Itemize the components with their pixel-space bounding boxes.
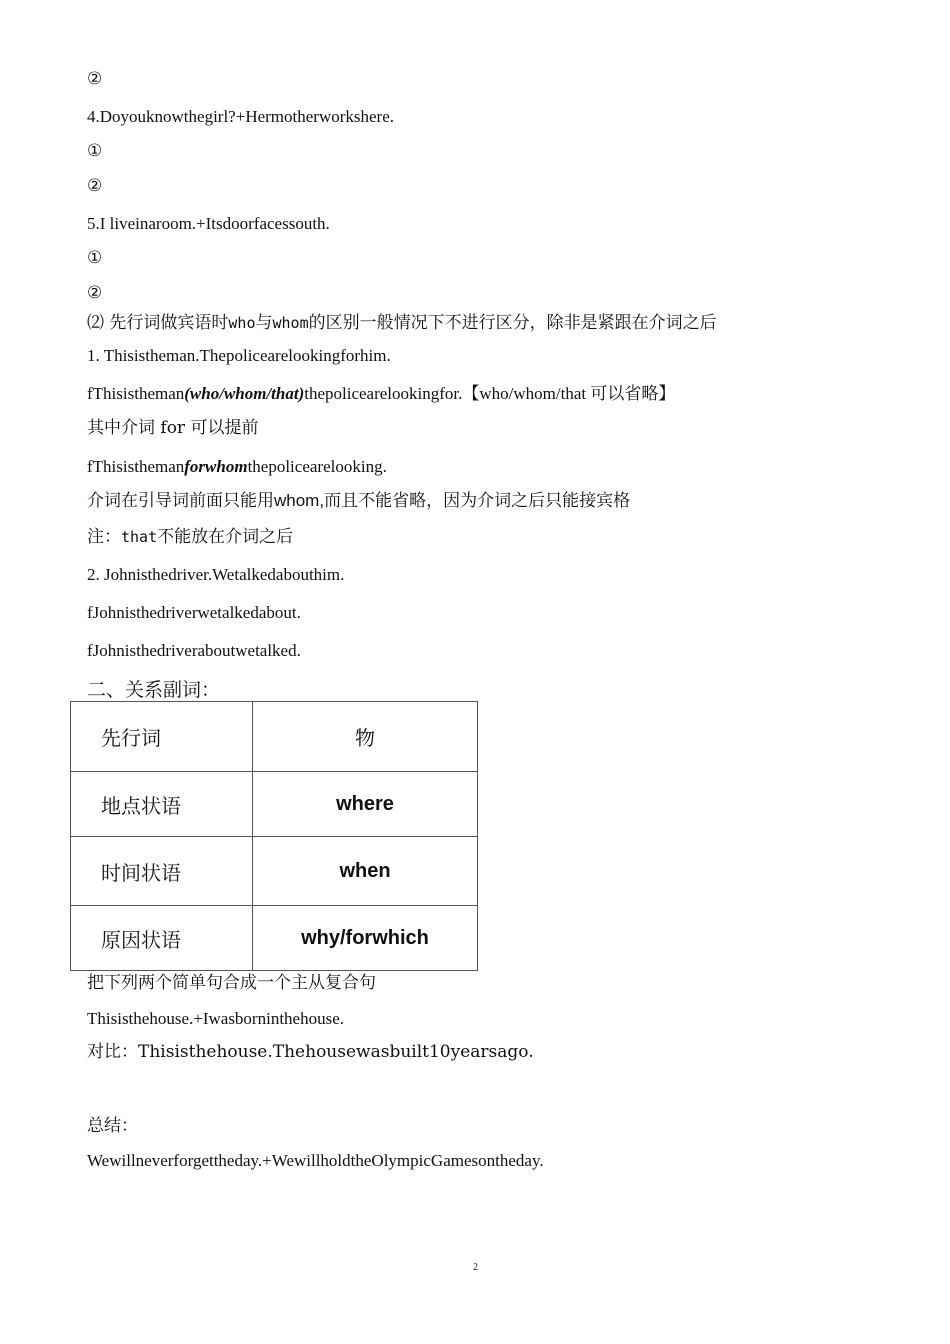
circled-one: ① [87,248,103,267]
table-header-row [71,702,478,772]
example-emphasis: (who/whom/that) [184,384,305,403]
page-number: 2 [473,1262,478,1273]
section-heading: 二、关系副词： [87,679,221,701]
comparison: 对比：Thisisthehouse.Thehousewasbuilt10yearsago. [87,1042,534,1062]
example-1-rewrite-b [87,456,387,478]
note-text: 的区别一般情况下不进行区分，除非是紧跟在介词之后 [308,313,717,333]
note-preposition: 其中介词 for 可以提前 [87,418,259,438]
example-2-rewrite-b: fJohnisthedriveraboutwetalked. [87,641,301,660]
note-text: 介词在引导词前面只能用 [87,491,274,511]
table-cell-label: 原因状语 [71,906,253,971]
table-cell-adverb: when [253,837,478,906]
keyword-whom: whom, [274,491,325,510]
exercise-house: Thisisthehouse.+Iwasborninthehouse. [87,1009,344,1028]
note-text: 而且不能省略，因为介词之后只能接宾格 [324,491,631,511]
table-cell-label: 时间状语 [71,837,253,906]
note-text: 与 [255,313,273,333]
table-row [71,772,478,837]
keyword-who: who [228,314,256,332]
example-1: 1. Thisistheman.Thepolicearelookingforhim. [87,346,391,365]
example-emphasis: forwhom [184,457,248,476]
circled-two: ② [87,176,103,195]
sentence-4: 4.Doyouknowthegirl?+Hermotherworkshere. [87,107,395,126]
circled-two: ② [87,283,103,302]
example-text: fThisistheman [87,457,185,476]
sentence-5: 5.I liveinaroom.+Itsdoorfacessouth. [87,214,330,233]
table-header-antecedent: 先行词 [71,702,253,772]
summary-label: 总结： [87,1116,138,1136]
table-header-thing: 物 [253,702,478,772]
keyword-whom: whom [272,314,309,332]
table-cell-label: 地点状语 [71,772,253,837]
note-text: ⑵ 先行词做宾语时 [87,313,229,333]
table-cell-adverb: why/forwhich [253,906,478,971]
example-text: thepolicearelooking. [247,457,387,476]
exercise-day: Wewillneverforgettheday.+WewillholdtheOlympicGamesontheday. [87,1151,544,1170]
table-row [71,837,478,906]
note-text: 不能放在介词之后 [157,527,294,547]
example-1-rewrite-a [87,383,675,405]
table-row [71,906,478,971]
section-note-object [87,312,717,334]
circled-one: ① [87,141,103,160]
keyword-that: that [121,528,158,546]
circled-two: ② [87,69,103,88]
instruction: 把下列两个简单句合成一个主从复合句 [87,973,376,993]
note-text: 注： [87,527,121,547]
example-2: 2. Johnisthedriver.Wetalkedabouthim. [87,565,345,584]
example-text: fThisistheman [87,384,185,403]
relative-adverb-table [70,701,478,971]
table-cell-adverb: where [253,772,478,837]
note-whom [87,490,630,512]
note-that [87,526,293,548]
example-text: thepolicearelookingfor.【who/whom/that 可以省略】 [304,384,676,403]
example-2-rewrite-a: fJohnisthedriverwetalkedabout. [87,603,301,622]
